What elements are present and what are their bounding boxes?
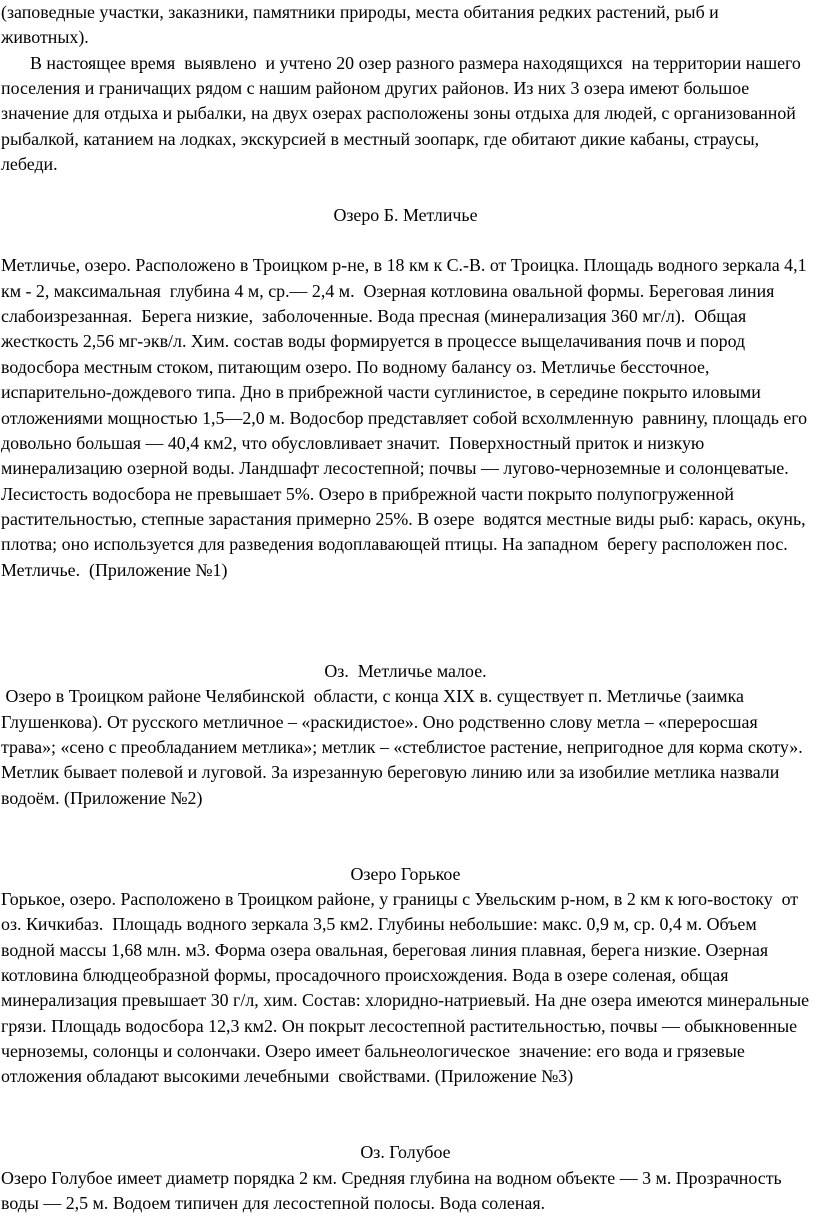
section-text-goluboe: Озеро Голубое имеет диаметр порядка 2 км. Средняя глубина на водном объекте — 3 м. Прозрачность воды — 2,5 м. Водоем типичен для лесостепной полосы. Вода соленая. <box>1 1167 787 1214</box>
spacer <box>1 228 810 253</box>
section-heading-metliche: Озеро Б. Метличье <box>333 204 478 225</box>
spacer <box>1 583 810 659</box>
spacer <box>1 177 810 202</box>
section-text-metliche: Метличье, озеро. Расположено в Троицком р-не, в 18 км к С.-В. от Троицка. Площадь водного зеркала 4,1 км - 2, максимальная глубина 4 м, ср.— 2,4 м. Озерная котловина овальной формы. Береговая линия слабоизрезанная. Берега низкие, заболоченные. Вода пресная (минерализация 360 мг/л). Общая жесткость 2,56 мг-экв/л. Хим. состав воды формируется в процессе выщелачивания почв и пород водосбора местным стоком, питающим озеро. По водному балансу оз. Метличье бессточное, испарительно-дождевого типа. Дно в прибрежной части суглинистое, в середине покрыто иловыми отложениями мощностью 1,5—2,0 м. Водосбор представляет собой всхолмленную равнину, площадь его довольно большая — 40,4 км2, что обусловливает значит. Поверхностный приток и низкую минерализацию озерной воды. Ландшафт лесостепной; почвы — лугово-черноземные и солонцеватые. Лесистость водосбора не превышает 5%. Озеро в прибрежной части покрыто полупогруженной растительностью, степные зарастания примерно 25%. В озере водятся местные виды рыб: карась, окунь, плотва; оно используется для разведения водоплавающей птицы. На западном берегу расположен пос. Метличье. (Приложение №1) <box>1 255 812 580</box>
section-heading-metliche-maloe: Оз. Метличье малое. <box>324 660 487 681</box>
intro-paragraph: В настоящее время выявлено и учтено 20 озер разного размера находящихся на территории нашего поселения и граничащих рядом с нашим районом других районов. Из них 3 озера имеют большое значение для отдыха и рыбалки, на двух озерах расположены зоны отдыха для людей, с организованной рыбалкой, катанием на лодках, экскурсией в местный зоопарк, где обитают дикие кабаны, страусы, лебеди. <box>1 52 806 175</box>
intro-line-end: (заповедные участки, заказники, памятники природы, места обитания редких растений, рыб и животных). <box>1 2 728 48</box>
section-heading-goluboe: Оз. Голубое <box>360 1142 451 1163</box>
section-text-metliche-maloe: Озеро в Троицком районе Челябинской области, с конца XIX в. существует п. Метличье (заимка Глушенкова). От русского метличное – «раскидистое». Оно родственно слову метла – «переросшая трава»; «сено с преобладанием метлика»; метлик – «стеблистое растение, непригодное для корма скоту». Метлик бывает полевой и луговой. За изрезанную береговую линию или за изобилие метлика назвали водоём. (Приложение №2) <box>1 686 808 808</box>
section-heading-gorkoe: Озеро Горькое <box>350 863 461 884</box>
spacer <box>1 1090 810 1141</box>
section-text-gorkoe: Горькое, озеро. Расположено в Троицком районе, у границы с Увельским р-ном, в 2 км к юго-востоку от оз. Кичкибаз. Площадь водного зеркала 3,5 км2. Глубины небольшие: макс. 0,9 м, ср. 0,4 м. Объем водной массы 1,68 млн. м3. Форма озера овальная, береговая линия плавная, берега низкие. Озерная котловина блюдцеобразной формы, просадочного происхождения. Вода в озере соленая, общая минерализация превышает 30 г/л, хим. Состав: хлоридно-натриевый. На дне озера имеются минеральные грязи. Площадь водосбора 12,3 км2. Он покрыт лесостепной растительностью, почвы — обыкновенные черноземы, солонцы и солончаки. Озеро имеет бальнеологическое значение: его вода и грязевые отложения обладают высокими лечебными свойствами. (Приложение №3) <box>1 889 814 1087</box>
spacer <box>1 811 810 862</box>
